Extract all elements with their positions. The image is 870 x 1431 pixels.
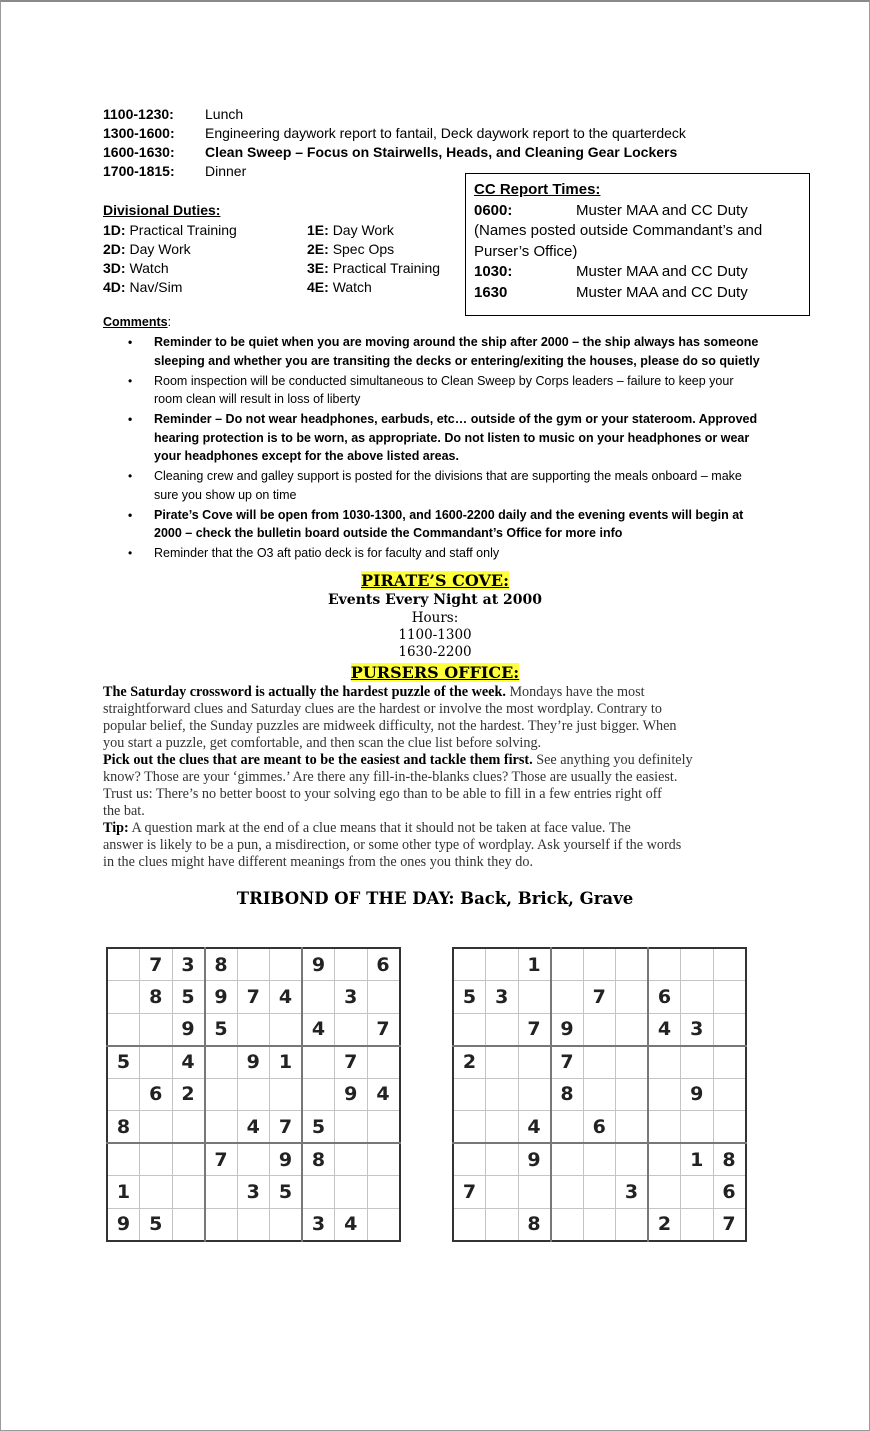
sudoku-cell[interactable] [205, 1176, 238, 1209]
sudoku-cell[interactable]: 1 [107, 1176, 140, 1209]
text-run: answer is likely to be a pun, a misdirection, or some other type of wordplay. Ask yourself if the words [103, 837, 682, 853]
text-run: know? Those are your ‘gimmes.’ Are there any fill-in-the-blanks clues? Those are usually the easiest. [103, 769, 678, 785]
sudoku-cell[interactable]: 4 [367, 1078, 400, 1111]
sudoku-cell[interactable] [486, 1176, 519, 1209]
sudoku-cell[interactable]: 5 [270, 1176, 303, 1209]
sudoku-cell[interactable]: 7 [335, 1046, 368, 1079]
duty-item [307, 259, 440, 277]
sudoku-cell[interactable]: 2 [648, 1208, 681, 1241]
sudoku-row [453, 1143, 746, 1176]
sudoku-cell[interactable] [367, 1143, 400, 1176]
sudoku-cell[interactable] [237, 1013, 270, 1046]
cc-report-title: CC Report Times: [474, 181, 601, 198]
sudoku-cell[interactable]: 9 [302, 948, 335, 981]
duty-code: 2D: [103, 241, 126, 257]
sudoku-cell[interactable]: 3 [681, 1013, 714, 1046]
schedule-row [103, 163, 246, 180]
sudoku-cell[interactable] [140, 1143, 173, 1176]
sudoku-cell[interactable]: 3 [616, 1176, 649, 1209]
comment-item [128, 467, 774, 504]
sudoku-cell[interactable]: 3 [172, 948, 205, 981]
schedule-row [103, 125, 686, 142]
sudoku-cell[interactable] [486, 1143, 519, 1176]
sudoku-cell[interactable] [551, 1176, 584, 1209]
sudoku-row [453, 981, 746, 1014]
sudoku-cell[interactable]: 3 [486, 981, 519, 1014]
sudoku-cell[interactable]: 1 [681, 1143, 714, 1176]
sudoku-cell[interactable] [453, 948, 486, 981]
sudoku-cell[interactable] [172, 1208, 205, 1241]
duty-name: Spec Ops [332, 241, 395, 257]
duty-item [307, 240, 394, 258]
sudoku-cell[interactable] [681, 1046, 714, 1079]
sudoku-cell[interactable] [453, 1013, 486, 1046]
sudoku-cell[interactable]: 1 [518, 948, 551, 981]
comment-line: 2000 – check the bulletin board outside the Commandant’s Office for more info [154, 526, 623, 540]
pursers-office-title: PURSERS OFFICE: [350, 663, 520, 682]
sudoku-cell[interactable]: 6 [140, 1078, 173, 1111]
sudoku-cell[interactable]: 9 [335, 1078, 368, 1111]
paragraph-line [103, 752, 773, 769]
sudoku-cell[interactable]: 9 [270, 1143, 303, 1176]
schedule-time: 1100-1230: [103, 106, 174, 122]
sudoku-cell[interactable] [367, 1046, 400, 1079]
sudoku-cell[interactable] [616, 1143, 649, 1176]
cc-time: 0600: [474, 201, 513, 219]
schedule-activity: Engineering daywork report to fantail, Deck daywork report to the quarterdeck [205, 125, 686, 141]
sudoku-cell[interactable] [616, 1078, 649, 1111]
sudoku-cell[interactable]: 7 [237, 981, 270, 1014]
text-run: See anything you definitely [532, 752, 693, 768]
sudoku-cell[interactable] [205, 1078, 238, 1111]
cc-time: 1630 [474, 283, 508, 301]
comment-line: sleeping and whether you are transiting the decks or entering/exiting the houses, please do so quietly [154, 353, 760, 368]
schedule-time: 1300-1600: [103, 125, 175, 141]
sudoku-cell[interactable] [583, 1176, 616, 1209]
duty-item [307, 221, 394, 239]
text-run: popular belief, the Sunday puzzles are midweek difficulty, not the hardest. They’re just bigger. When [103, 718, 677, 734]
pirates-cove-hours-label: Hours: [411, 610, 459, 626]
sudoku-cell[interactable]: 7 [367, 1013, 400, 1046]
sudoku-cell[interactable] [237, 1208, 270, 1241]
text-run: you start a puzzle, get comfortable, and then scan the clue list before solving. [103, 735, 542, 751]
sudoku-cell[interactable]: 7 [518, 1013, 551, 1046]
comment-line: Room inspection will be conducted simultaneous to Clean Sweep by Corps leaders – failure to keep your [154, 373, 734, 388]
sudoku-cell[interactable] [616, 1013, 649, 1046]
pirates-cove-hours: 1630-2200 [398, 644, 472, 660]
sudoku-cell[interactable]: 5 [453, 981, 486, 1014]
sudoku-cell[interactable]: 6 [713, 1176, 746, 1209]
sudoku-cell[interactable] [616, 981, 649, 1014]
schedule-activity: Lunch [205, 106, 244, 122]
text-run: the bat. [103, 803, 145, 819]
duty-code: 1D: [103, 222, 126, 238]
sudoku-cell[interactable]: 9 [107, 1208, 140, 1241]
text-run: straightforward clues and Saturday clues are the hardest or involve the most wordplay. Contrary to [103, 701, 662, 717]
sudoku-cell[interactable]: 2 [453, 1046, 486, 1079]
sudoku-row [107, 948, 400, 981]
sudoku-row [453, 1013, 746, 1046]
sudoku-cell[interactable]: 5 [302, 1111, 335, 1144]
sudoku-cell[interactable]: 4 [648, 1013, 681, 1046]
bullet-point: • [128, 469, 133, 483]
sudoku-cell[interactable] [367, 1111, 400, 1144]
comment-line: your headphones except for the above listed areas. [154, 449, 459, 463]
cc-text: Muster MAA and CC Duty [576, 263, 748, 280]
comment-line: hearing protection is to be worn, as appropriate. Do not listen to music on your headphones or wear [154, 430, 750, 445]
sudoku-cell[interactable]: 9 [681, 1078, 714, 1111]
sudoku-row [453, 1111, 746, 1144]
sudoku-row [107, 1176, 400, 1209]
sudoku-row [107, 1078, 400, 1111]
bullet-point: • [128, 412, 133, 426]
sudoku-cell[interactable]: 8 [140, 981, 173, 1014]
comment-item [128, 372, 774, 409]
sudoku-cell[interactable] [140, 1046, 173, 1079]
sudoku-grid-2 [452, 947, 747, 1242]
duty-item [103, 221, 237, 239]
duty-name: Nav/Sim [129, 279, 183, 295]
cc-text: Muster MAA and CC Duty [576, 201, 748, 219]
duty-name: Practical Training [332, 260, 441, 276]
sudoku-cell[interactable] [551, 948, 584, 981]
comment-item [128, 410, 774, 466]
sudoku-cell[interactable] [335, 1013, 368, 1046]
sudoku-cell[interactable]: 9 [551, 1013, 584, 1046]
text-run: Mondays have the most [505, 684, 645, 700]
sudoku-cell[interactable] [453, 1208, 486, 1241]
sudoku-cell[interactable]: 6 [367, 948, 400, 981]
sudoku-cell[interactable]: 7 [205, 1143, 238, 1176]
paragraph-line [103, 718, 773, 735]
sudoku-cell[interactable]: 9 [172, 1013, 205, 1046]
text-run: in the clues might have different meanings from the ones you think they do. [103, 854, 533, 870]
comment-line: sure you show up on time [154, 487, 297, 502]
sudoku-cell[interactable]: 4 [270, 981, 303, 1014]
cc-note: Purser’s Office) [474, 242, 578, 260]
sudoku-cell[interactable]: 7 [270, 1111, 303, 1144]
sudoku-cell[interactable] [140, 1176, 173, 1209]
duty-item [103, 259, 169, 277]
comment-item [128, 333, 774, 370]
sudoku-cell[interactable] [453, 1143, 486, 1176]
sudoku-cell[interactable]: 6 [583, 1111, 616, 1144]
sudoku-cell[interactable] [335, 1143, 368, 1176]
bold-phrase: Tip: [103, 820, 129, 836]
sudoku-cell[interactable]: 9 [237, 1046, 270, 1079]
sudoku-row [107, 1046, 400, 1079]
bold-phrase: The Saturday crossword is actually the hardest puzzle of the week. [103, 684, 506, 700]
sudoku-row [107, 1143, 400, 1176]
sudoku-cell[interactable] [518, 1176, 551, 1209]
schedule-activity: Dinner [205, 163, 247, 179]
sudoku-cell[interactable]: 3 [302, 1208, 335, 1241]
sudoku-cell[interactable] [486, 1013, 519, 1046]
sudoku-cell[interactable] [453, 1111, 486, 1144]
paragraph-line [103, 803, 773, 820]
schedule-time: 1700-1815: [103, 163, 175, 179]
bullet-point: • [128, 546, 133, 560]
sudoku-cell[interactable] [713, 1013, 746, 1046]
sudoku-cell[interactable] [648, 948, 681, 981]
pirates-cove-hours: 1100-1300 [398, 627, 472, 643]
pirates-cove-title: PIRATE’S COVE: [360, 571, 510, 590]
paragraph-line [103, 854, 773, 871]
sudoku-cell[interactable] [486, 1208, 519, 1241]
sudoku-cell[interactable] [616, 1046, 649, 1079]
duty-code: 3E: [307, 260, 329, 276]
sudoku-cell[interactable] [270, 1013, 303, 1046]
paragraph-line [103, 735, 773, 752]
sudoku-cell[interactable] [713, 981, 746, 1014]
paragraph-line [103, 820, 773, 837]
sudoku-row [107, 1111, 400, 1144]
sudoku-cell[interactable] [237, 948, 270, 981]
duty-item [103, 240, 191, 258]
sudoku-cell[interactable]: 9 [205, 981, 238, 1014]
comment-line: Reminder – Do not wear headphones, earbuds, etc… outside of the gym or your stateroom. Approved [154, 412, 758, 426]
sudoku-cell[interactable] [551, 1111, 584, 1144]
pirates-cove-title-row [0, 571, 870, 590]
sudoku-cell[interactable] [453, 1078, 486, 1111]
sudoku-cell[interactable] [107, 1013, 140, 1046]
sudoku-cell[interactable]: 1 [270, 1046, 303, 1079]
sudoku-cell[interactable] [616, 1208, 649, 1241]
duty-name: Day Work [332, 222, 394, 238]
paragraph-line [103, 837, 773, 854]
duty-code: 4E: [307, 279, 329, 295]
sudoku-cell[interactable] [302, 1078, 335, 1111]
sudoku-cell[interactable]: 7 [551, 1046, 584, 1079]
duty-name: Practical Training [129, 222, 237, 238]
sudoku-cell[interactable]: 3 [335, 981, 368, 1014]
sudoku-cell[interactable]: 8 [107, 1111, 140, 1144]
pursers-office-text [103, 684, 773, 871]
sudoku-cell[interactable] [172, 1111, 205, 1144]
sudoku-cell[interactable]: 7 [453, 1176, 486, 1209]
sudoku-cell[interactable]: 5 [205, 1013, 238, 1046]
sudoku-cell[interactable] [172, 1176, 205, 1209]
schedule-time: 1600-1630: [103, 144, 175, 160]
sudoku-cell[interactable] [518, 1078, 551, 1111]
sudoku-cell[interactable] [681, 1208, 714, 1241]
sudoku-row [107, 981, 400, 1014]
sudoku-cell[interactable] [518, 1046, 551, 1079]
bullet-point: • [128, 507, 133, 522]
sudoku-cell[interactable] [237, 1143, 270, 1176]
sudoku-cell[interactable] [648, 1111, 681, 1144]
duty-code: 1E: [307, 222, 329, 238]
duty-code: 3D: [103, 260, 126, 276]
duty-item [307, 278, 372, 296]
sudoku-cell[interactable]: 7 [140, 948, 173, 981]
sudoku-cell[interactable] [681, 1176, 714, 1209]
sudoku-cell[interactable] [486, 1078, 519, 1111]
sudoku-cell[interactable] [486, 1046, 519, 1079]
duty-code: 2E: [307, 241, 329, 257]
cc-time: 1030: [474, 263, 513, 280]
comment-item [128, 544, 774, 563]
sudoku-cell[interactable]: 4 [335, 1208, 368, 1241]
cc-note: (Names posted outside Commandant’s and [474, 222, 763, 239]
sudoku-cell[interactable] [583, 1013, 616, 1046]
sudoku-cell[interactable] [616, 948, 649, 981]
sudoku-row [453, 1176, 746, 1209]
sudoku-cell[interactable] [681, 1111, 714, 1144]
sudoku-cell[interactable] [583, 1208, 616, 1241]
sudoku-cell[interactable] [335, 1176, 368, 1209]
sudoku-row [453, 1046, 746, 1079]
sudoku-cell[interactable]: 7 [583, 981, 616, 1014]
sudoku-cell[interactable] [648, 1078, 681, 1111]
sudoku-cell[interactable] [302, 1176, 335, 1209]
comments-colon: : [167, 315, 172, 329]
sudoku-cell[interactable] [302, 981, 335, 1014]
divisional-duties-heading: Divisional Duties: [103, 202, 221, 218]
sudoku-cell[interactable] [583, 1046, 616, 1079]
sudoku-cell[interactable] [270, 1208, 303, 1241]
paragraph-line [103, 786, 773, 803]
sudoku-cell[interactable] [205, 1046, 238, 1079]
sudoku-cell[interactable] [583, 948, 616, 981]
sudoku-cell[interactable] [367, 981, 400, 1014]
sudoku-cell[interactable]: 6 [648, 981, 681, 1014]
sudoku-cell[interactable] [335, 1111, 368, 1144]
sudoku-cell[interactable] [648, 1046, 681, 1079]
sudoku-cell[interactable] [335, 948, 368, 981]
paragraph-line [103, 684, 773, 701]
cc-text: Muster MAA and CC Duty [576, 283, 748, 301]
paragraph-line [103, 701, 773, 718]
comment-line: room clean will result in loss of liberty [154, 392, 361, 406]
sudoku-cell[interactable] [107, 1078, 140, 1111]
sudoku-cell[interactable] [648, 1143, 681, 1176]
sudoku-cell[interactable]: 8 [302, 1143, 335, 1176]
sudoku-cell[interactable]: 5 [140, 1208, 173, 1241]
sudoku-cell[interactable] [486, 1111, 519, 1144]
sudoku-row [453, 1208, 746, 1241]
comments-heading [103, 315, 171, 329]
sudoku-cell[interactable] [551, 1143, 584, 1176]
comment-line: Reminder that the O3 aft patio deck is for faculty and staff only [154, 546, 500, 560]
duty-name: Watch [332, 279, 372, 295]
sudoku-cell[interactable] [140, 1013, 173, 1046]
sudoku-cell[interactable] [302, 1046, 335, 1079]
sudoku-cell[interactable] [648, 1176, 681, 1209]
sudoku-cell[interactable] [583, 1143, 616, 1176]
sudoku-cell[interactable]: 4 [172, 1046, 205, 1079]
comment-line: Reminder to be quiet when you are moving around the ship after 2000 – the ship always has someone [154, 335, 759, 349]
sudoku-cell[interactable] [551, 981, 584, 1014]
sudoku-cell[interactable] [518, 981, 551, 1014]
sudoku-row [107, 1208, 400, 1241]
sudoku-cell[interactable] [713, 1046, 746, 1079]
comment-item [128, 506, 774, 543]
text-run: A question mark at the end of a clue means that it should not be taken at face value. The [128, 820, 631, 836]
sudoku-cell[interactable] [713, 1111, 746, 1144]
cc-report-box [465, 173, 810, 316]
comment-line: Pirate’s Cove will be open from 1030-1300, and 1600-2200 daily and the evening events will begin at [154, 507, 744, 522]
pursers-office-title-row [0, 663, 870, 682]
comment-line: Cleaning crew and galley support is posted for the divisions that are supporting the meals onboard – make [154, 469, 742, 483]
schedule-row [103, 106, 243, 123]
sudoku-cell[interactable] [681, 948, 714, 981]
sudoku-cell[interactable]: 4 [518, 1111, 551, 1144]
sudoku-cell[interactable] [713, 1078, 746, 1111]
schedule-row [103, 144, 677, 161]
duty-name: Watch [129, 260, 169, 276]
sudoku-cell[interactable] [237, 1078, 270, 1111]
sudoku-cell[interactable] [107, 948, 140, 981]
bullet-point: • [128, 335, 133, 349]
sudoku-cell[interactable]: 8 [518, 1208, 551, 1241]
sudoku-cell[interactable]: 5 [172, 981, 205, 1014]
sudoku-cell[interactable] [172, 1143, 205, 1176]
sudoku-row [453, 948, 746, 981]
sudoku-cell[interactable]: 4 [302, 1013, 335, 1046]
sudoku-cell[interactable] [713, 948, 746, 981]
sudoku-row [453, 1078, 746, 1111]
sudoku-cell[interactable] [583, 1078, 616, 1111]
sudoku-cell[interactable] [551, 1208, 584, 1241]
sudoku-row [107, 1013, 400, 1046]
duty-code: 4D: [103, 279, 126, 295]
sudoku-cell[interactable]: 2 [172, 1078, 205, 1111]
sudoku-cell[interactable]: 5 [107, 1046, 140, 1079]
sudoku-cell[interactable]: 8 [205, 948, 238, 981]
pirates-cove-events: Events Every Night at 2000 [327, 592, 542, 608]
comments-heading-text: Comments [103, 315, 168, 329]
sudoku-cell[interactable]: 4 [237, 1111, 270, 1144]
sudoku-cell[interactable]: 3 [237, 1176, 270, 1209]
schedule-activity: Clean Sweep – Focus on Stairwells, Heads, and Cleaning Gear Lockers [205, 144, 678, 160]
tribond-of-the-day: TRIBOND OF THE DAY: Back, Brick, Grave [236, 889, 634, 908]
sudoku-cell[interactable] [205, 1208, 238, 1241]
duty-name: Day Work [129, 241, 191, 257]
text-run: Trust us: There’s no better boost to your solving ego than to be able to fill in a few entries right off [103, 786, 662, 802]
sudoku-cell[interactable]: 9 [518, 1143, 551, 1176]
paragraph-line [103, 769, 773, 786]
sudoku-cell[interactable] [486, 948, 519, 981]
duty-item [103, 278, 182, 296]
sudoku-cell[interactable] [107, 981, 140, 1014]
sudoku-cell[interactable] [107, 1143, 140, 1176]
sudoku-cell[interactable] [681, 981, 714, 1014]
sudoku-cell[interactable] [616, 1111, 649, 1144]
sudoku-cell[interactable] [140, 1111, 173, 1144]
sudoku-cell[interactable] [367, 1208, 400, 1241]
sudoku-cell[interactable]: 7 [713, 1208, 746, 1241]
sudoku-cell[interactable] [270, 1078, 303, 1111]
bold-phrase: Pick out the clues that are meant to be the easiest and tackle them first. [103, 752, 533, 768]
sudoku-cell[interactable] [270, 948, 303, 981]
sudoku-cell[interactable]: 8 [551, 1078, 584, 1111]
bullet-point: • [128, 373, 133, 388]
sudoku-cell[interactable]: 8 [713, 1143, 746, 1176]
sudoku-grid-1 [106, 947, 401, 1242]
sudoku-cell[interactable] [205, 1111, 238, 1144]
sudoku-cell[interactable] [367, 1176, 400, 1209]
